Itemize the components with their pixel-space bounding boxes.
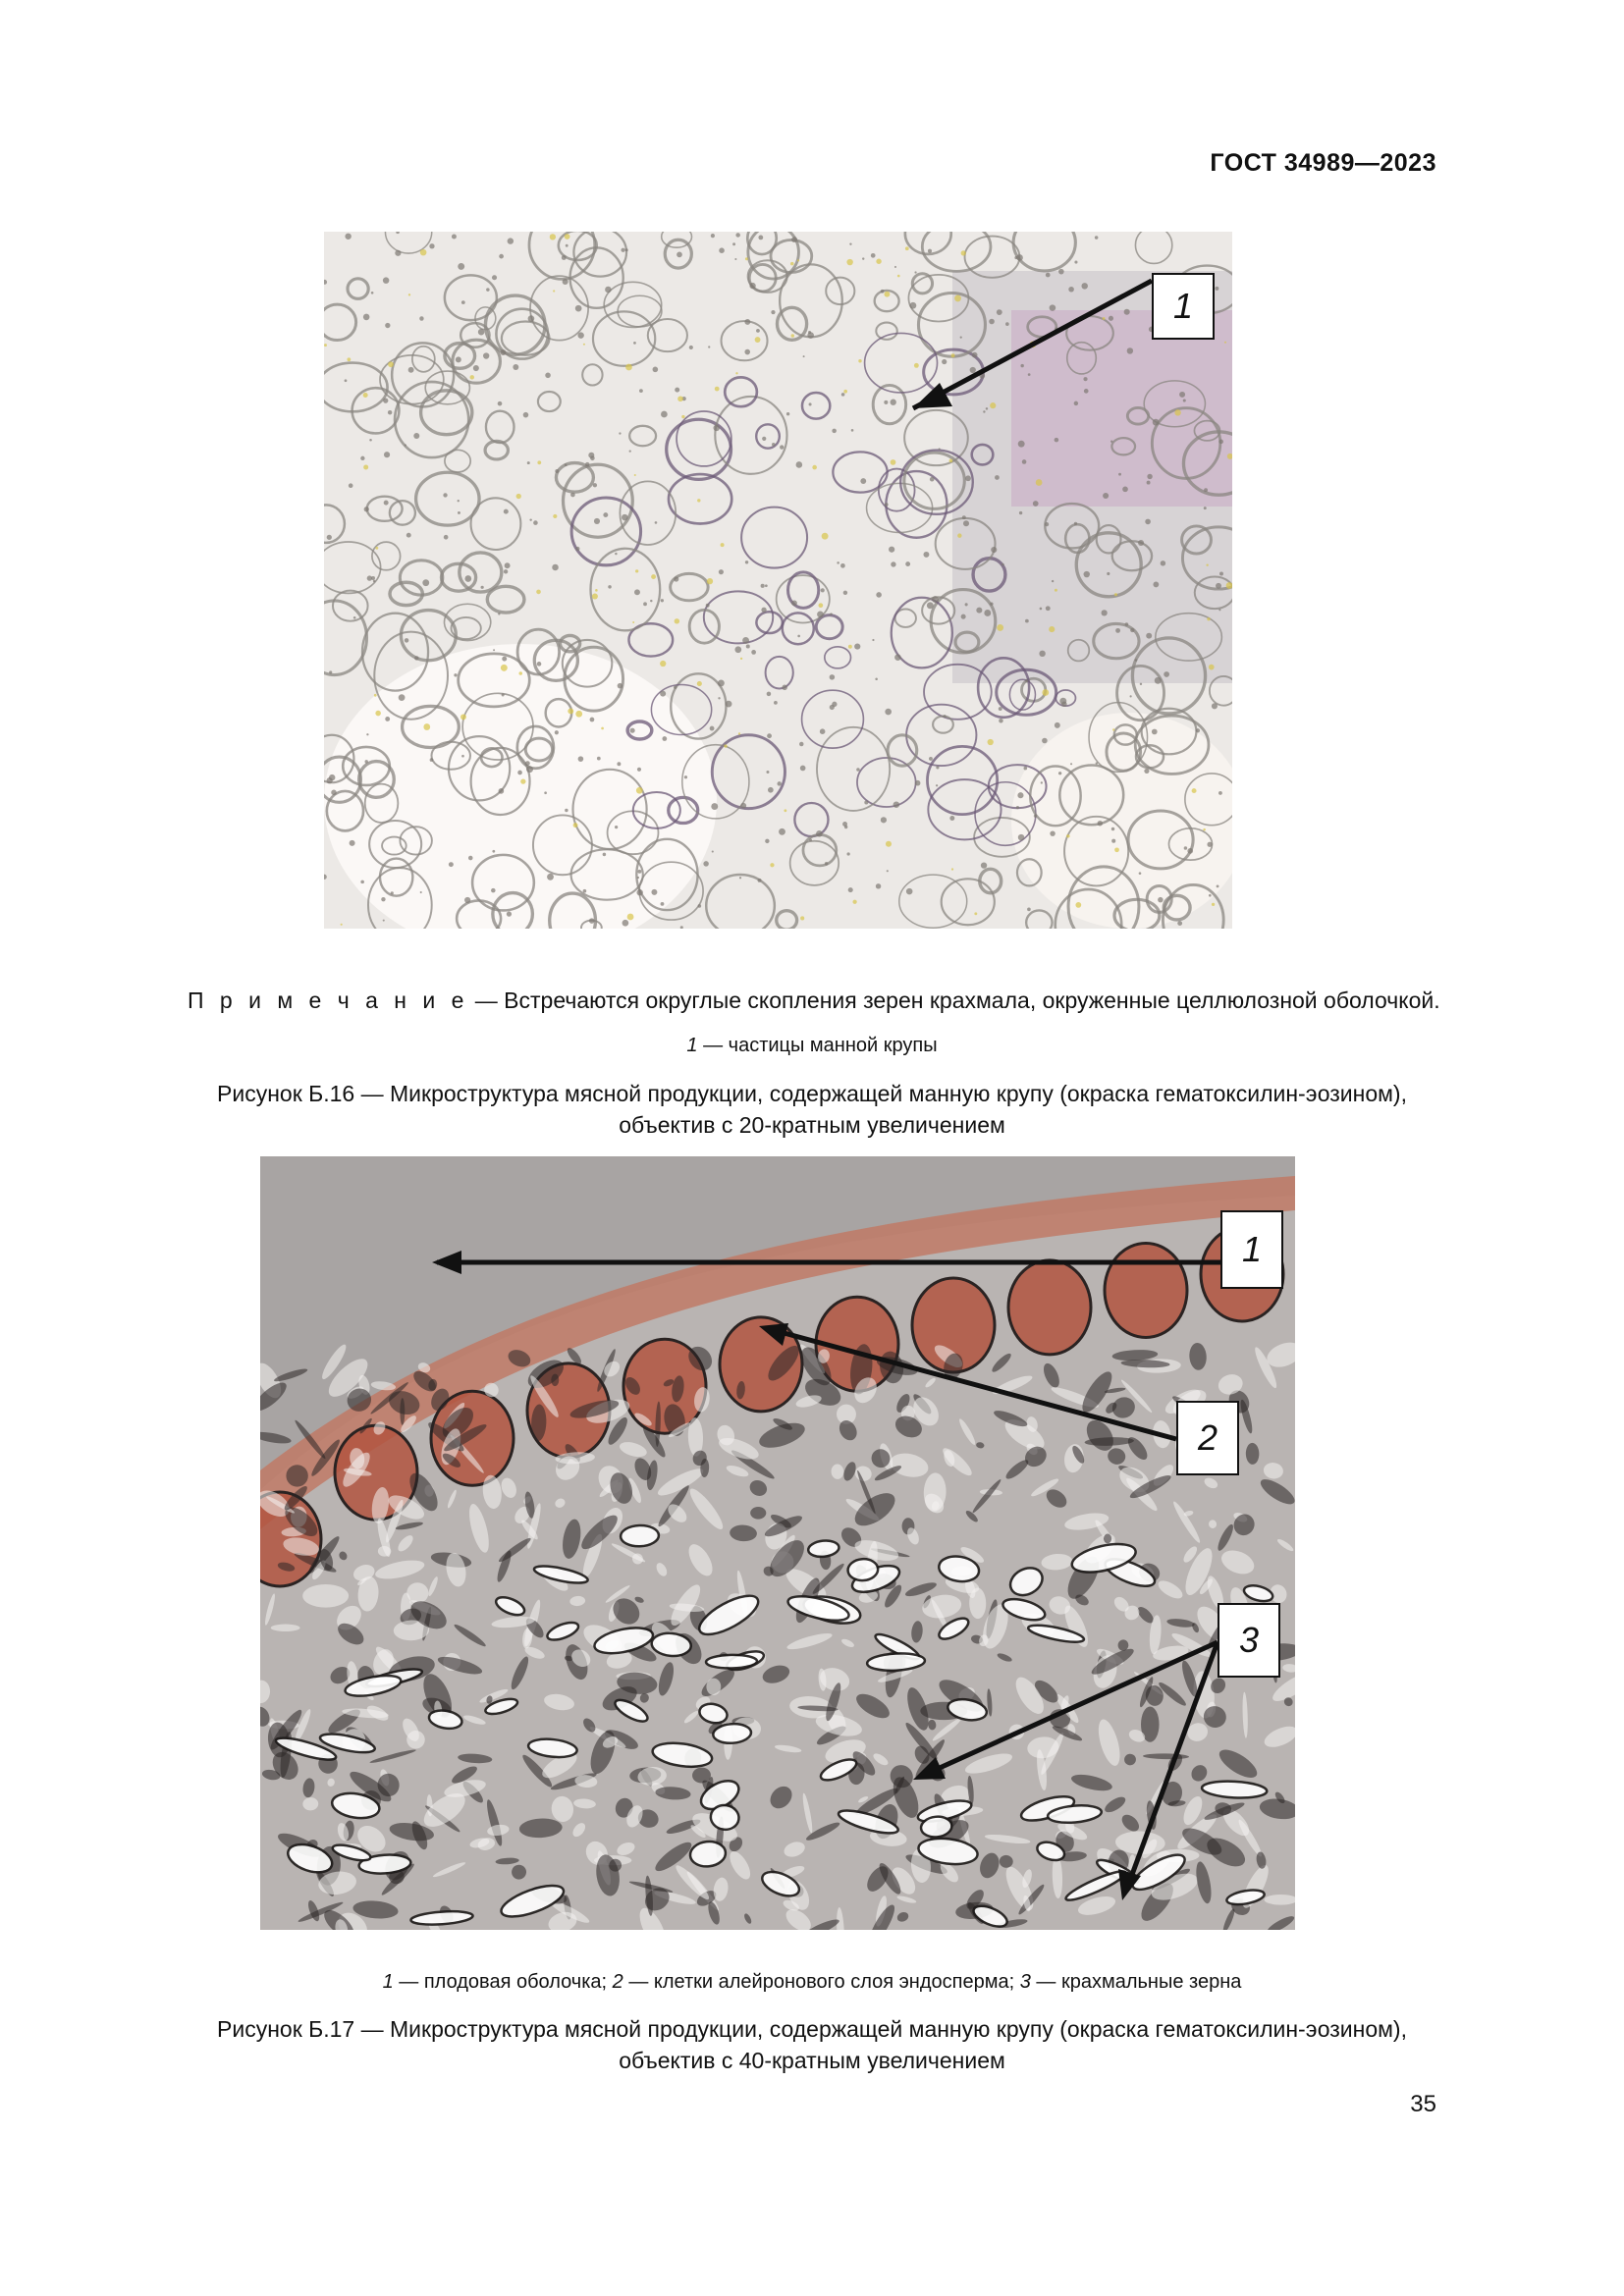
caption-line: объектив с 20-кратным увеличением: [619, 1112, 1005, 1138]
page-number: 35: [1410, 2091, 1436, 2117]
figure-b16-caption: [0, 1078, 1624, 1141]
legend-number: 2: [612, 1971, 623, 1993]
note-label: П р и м е ч а н и е: [188, 988, 469, 1013]
legend-number: 3: [1019, 1971, 1031, 1993]
legend-text: — плодовая оболочка;: [393, 1971, 613, 1993]
callout-label-1: 1: [1220, 1210, 1283, 1289]
document-header: ГОСТ 34989—2023: [1210, 149, 1436, 177]
figure-b17-caption: [0, 2013, 1624, 2076]
caption-line: Рисунок Б.16 — Микроструктура мясной продукции, содержащей манную крупу (окраска гематоксилин-эозином),: [217, 1081, 1407, 1106]
callout-label-1: 1: [1152, 273, 1215, 340]
figure-b16-legend: [0, 1035, 1624, 1057]
micrograph-b16-image: [324, 232, 1232, 929]
legend-text: — клетки алейронового слоя эндосперма;: [623, 1971, 1020, 1993]
callout-label-3: 3: [1218, 1603, 1280, 1678]
legend-text: — частицы манной крупы: [697, 1035, 938, 1056]
caption-line: объектив с 40-кратным увеличением: [619, 2048, 1005, 2073]
legend-number: 1: [382, 1971, 394, 1993]
micrograph-b17-image: [260, 1156, 1295, 1930]
micrograph-figure-b17: [260, 1156, 1295, 1930]
figure-note: [188, 988, 1440, 1014]
caption-line: Рисунок Б.17 — Микроструктура мясной продукции, содержащей манную крупу (окраска гематоксилин-эозином),: [217, 2016, 1407, 2042]
figure-b17-legend: [0, 1971, 1624, 1994]
callout-label-2: 2: [1176, 1401, 1239, 1475]
micrograph-figure-b16: [324, 232, 1232, 929]
note-text: — Встречаются округлые скопления зерен крахмала, окруженные целлюлозной оболочкой.: [468, 988, 1440, 1013]
legend-text: — крахмальные зерна: [1030, 1971, 1242, 1993]
legend-number: 1: [686, 1035, 698, 1056]
